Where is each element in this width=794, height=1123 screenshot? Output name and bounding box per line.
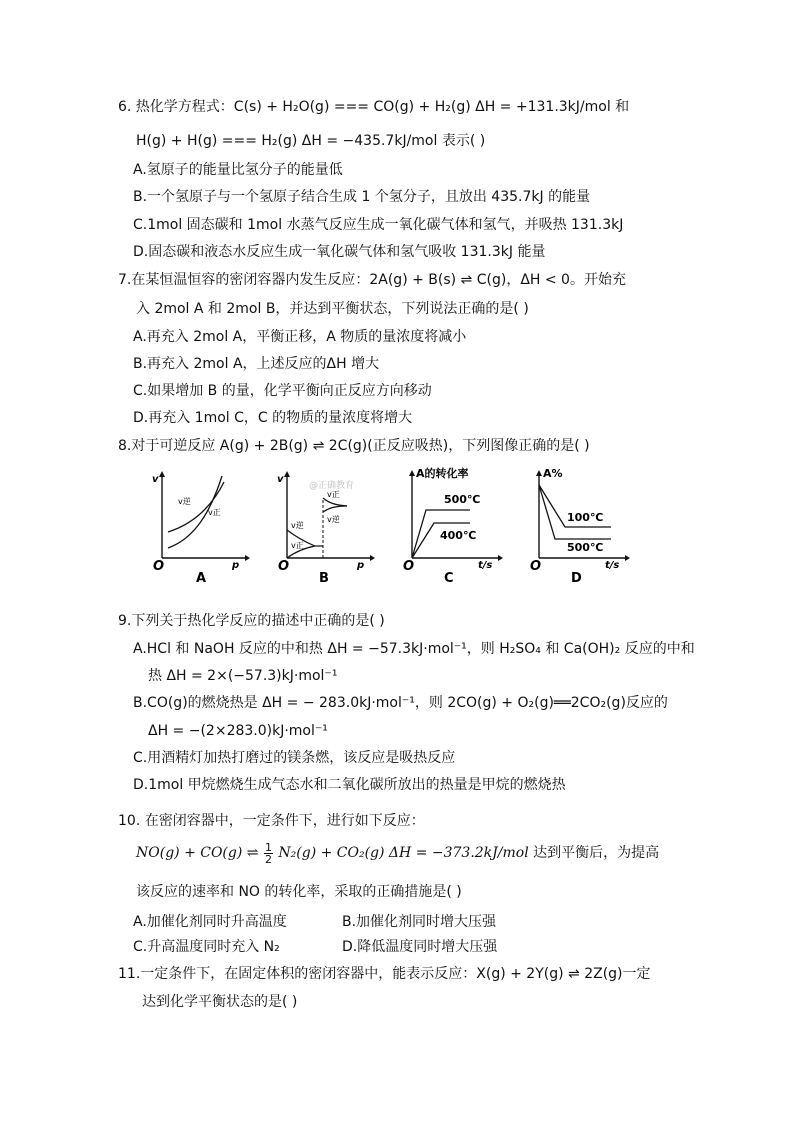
q10-option-c: C.升高温度同时充入 N₂ xyxy=(133,939,280,955)
graph-b xyxy=(275,470,375,585)
q9-stem: 9.下列关于热化学反应的描述中正确的是( ) xyxy=(118,613,385,629)
q6-stem-line1: 6. 热化学方程式：C(s) + H₂O(g) === CO(g) + H₂(g) ΔH = +131.3kJ/mol 和 xyxy=(118,99,630,115)
graph-d-origin: O xyxy=(530,559,542,574)
graph-c-y-title: A的转化率 xyxy=(416,467,469,480)
q6-option-c: C.1mol 固态碳和 1mol 水蒸气反应生成一氧化碳气体和氢气，并吸热 131.3kJ xyxy=(133,217,624,233)
graph-c-origin: O xyxy=(403,559,415,574)
q9-option-b-line1: B.CO(g)的燃烧热是 ΔH = − 283.0kJ·mol⁻¹，则 2CO(g) + O₂(g)══2CO₂(g)反应的 xyxy=(133,695,668,711)
q10-eq-tail: 达到平衡后，为提高 xyxy=(533,845,660,861)
q7-stem-line1: 7.在某恒温恒容的密闭容器内发生反应：2A(g) + B(s) ⇌ C(g)，ΔH < 0。开始充 xyxy=(118,272,626,288)
graph-c-400c: 400℃ xyxy=(440,529,477,542)
graph-a-y-axis: v xyxy=(152,474,159,485)
q9-option-a-line1: A.HCl 和 NaOH 反应的中和热 ΔH = −57.3kJ·mol⁻¹，则 H₂SO₄ 和 Ca(OH)₂ 反应的中和 xyxy=(133,641,695,657)
graph-b-origin: O xyxy=(278,559,290,574)
q11-stem-line2: 达到化学平衡状态的是( ) xyxy=(142,994,298,1010)
graph-b-curve1: v逆 xyxy=(291,521,304,530)
q9-option-c: C.用酒精灯加热打磨过的镁条燃，该反应是吸热反应 xyxy=(133,750,456,766)
q6-option-a: A.氢原子的能量比氢分子的能量低 xyxy=(133,162,343,178)
graph-b-x-axis: p xyxy=(357,560,365,571)
graph-b-label: B xyxy=(319,571,329,585)
q9-option-d: D.1mol 甲烷燃烧生成气态水和二氧化碳所放出的热量是甲烷的燃烧热 xyxy=(133,777,566,793)
q11-stem-line1: 11.一定条件下，在固定体积的密闭容器中，能表示反应：X(g) + 2Y(g) ⇌ 2Z(g)一定 xyxy=(118,966,651,982)
q10-option-b: B.加催化剂同时增大压强 xyxy=(342,914,497,930)
graph-b-curve3: v正 xyxy=(327,490,340,499)
graph-d-500c: 500℃ xyxy=(567,541,604,554)
graph-a-curve1: v逆 xyxy=(178,497,191,506)
q10-option-a: A.加催化剂同时升高温度 xyxy=(133,914,287,930)
q9-option-b-line2: ΔH = −(2×283.0)kJ·mol⁻¹ xyxy=(148,723,328,739)
graph-a-label: A xyxy=(196,571,207,585)
graph-b-curve2: v正 xyxy=(291,541,304,550)
q6-stem-line2: H(g) + H(g) === H₂(g) ΔH = −435.7kJ/mol 表示( ) xyxy=(136,133,486,149)
graph-c-x-axis: t/s xyxy=(478,560,493,571)
q10-eq-fraction xyxy=(264,842,273,865)
q8-stem: 8.对于可逆反应 A(g) + 2B(g) ⇌ 2C(g)(正反应吸热)，下列图像正确的是( ) xyxy=(118,438,590,454)
q7-option-d: D.再充入 1mol C，C 的物质的量浓度将增大 xyxy=(133,410,413,426)
q10-option-d: D.降低温度同时增大压强 xyxy=(342,939,498,955)
q7-option-b: B.再充入 2mol A，上述反应的ΔH 增大 xyxy=(133,356,380,372)
graph-d xyxy=(527,465,632,585)
q7-option-a: A.再充入 2mol A，平衡正移，A 物质的量浓度将减小 xyxy=(133,329,467,345)
q9-option-a-line2: 热 ΔH = 2×(−57.3)kJ·mol⁻¹ xyxy=(148,668,338,684)
graph-b-curve4: v逆 xyxy=(327,515,340,524)
q6-option-b: B.一个氢原子与一个氢原子结合生成 1 个氢分子，且放出 435.7kJ 的能量 xyxy=(133,189,591,205)
q10-frac-den: 2 xyxy=(264,852,272,866)
graph-a-curve2: v正 xyxy=(208,508,221,517)
graph-c-label: C xyxy=(444,571,454,585)
graph-b-y-axis: v xyxy=(277,474,284,485)
q10-stem-line1: 10. 在密闭容器中，一定条件下，进行如下反应： xyxy=(118,813,425,829)
graph-c-500c: 500℃ xyxy=(444,493,481,506)
q10-equation xyxy=(136,838,659,868)
q10-eq-left: NO(g) + CO(g) ⇌ xyxy=(136,845,259,861)
graph-a-origin: O xyxy=(153,559,165,574)
graph-d-y-title: A% xyxy=(543,467,563,480)
graph-a xyxy=(150,470,250,585)
graph-d-x-axis: t/s xyxy=(605,560,620,571)
graph-a-x-axis: p xyxy=(232,560,240,571)
graph-c xyxy=(400,465,505,585)
q7-option-c: C.如果增加 B 的量，化学平衡向正反应方向移动 xyxy=(133,383,432,399)
q7-stem-line2: 入 2mol A 和 2mol B，并达到平衡状态，下列说法正确的是( ) xyxy=(136,301,529,317)
q10-stem-line3: 该反应的速率和 NO 的转化率，采取的正确措施是( ) xyxy=(136,884,462,900)
graph-d-label: D xyxy=(571,571,582,585)
graph-b-watermark: @正确教育 xyxy=(309,481,355,491)
q10-eq-right: N₂(g) + CO₂(g) ΔH = −373.2kJ/mol xyxy=(278,845,529,861)
q6-option-d: D.固态碳和液态水反应生成一氧化碳气体和氢气吸收 131.3kJ 能量 xyxy=(133,244,546,260)
q10-frac-num: 1 xyxy=(264,840,272,854)
graph-d-100c: 100℃ xyxy=(567,511,604,524)
